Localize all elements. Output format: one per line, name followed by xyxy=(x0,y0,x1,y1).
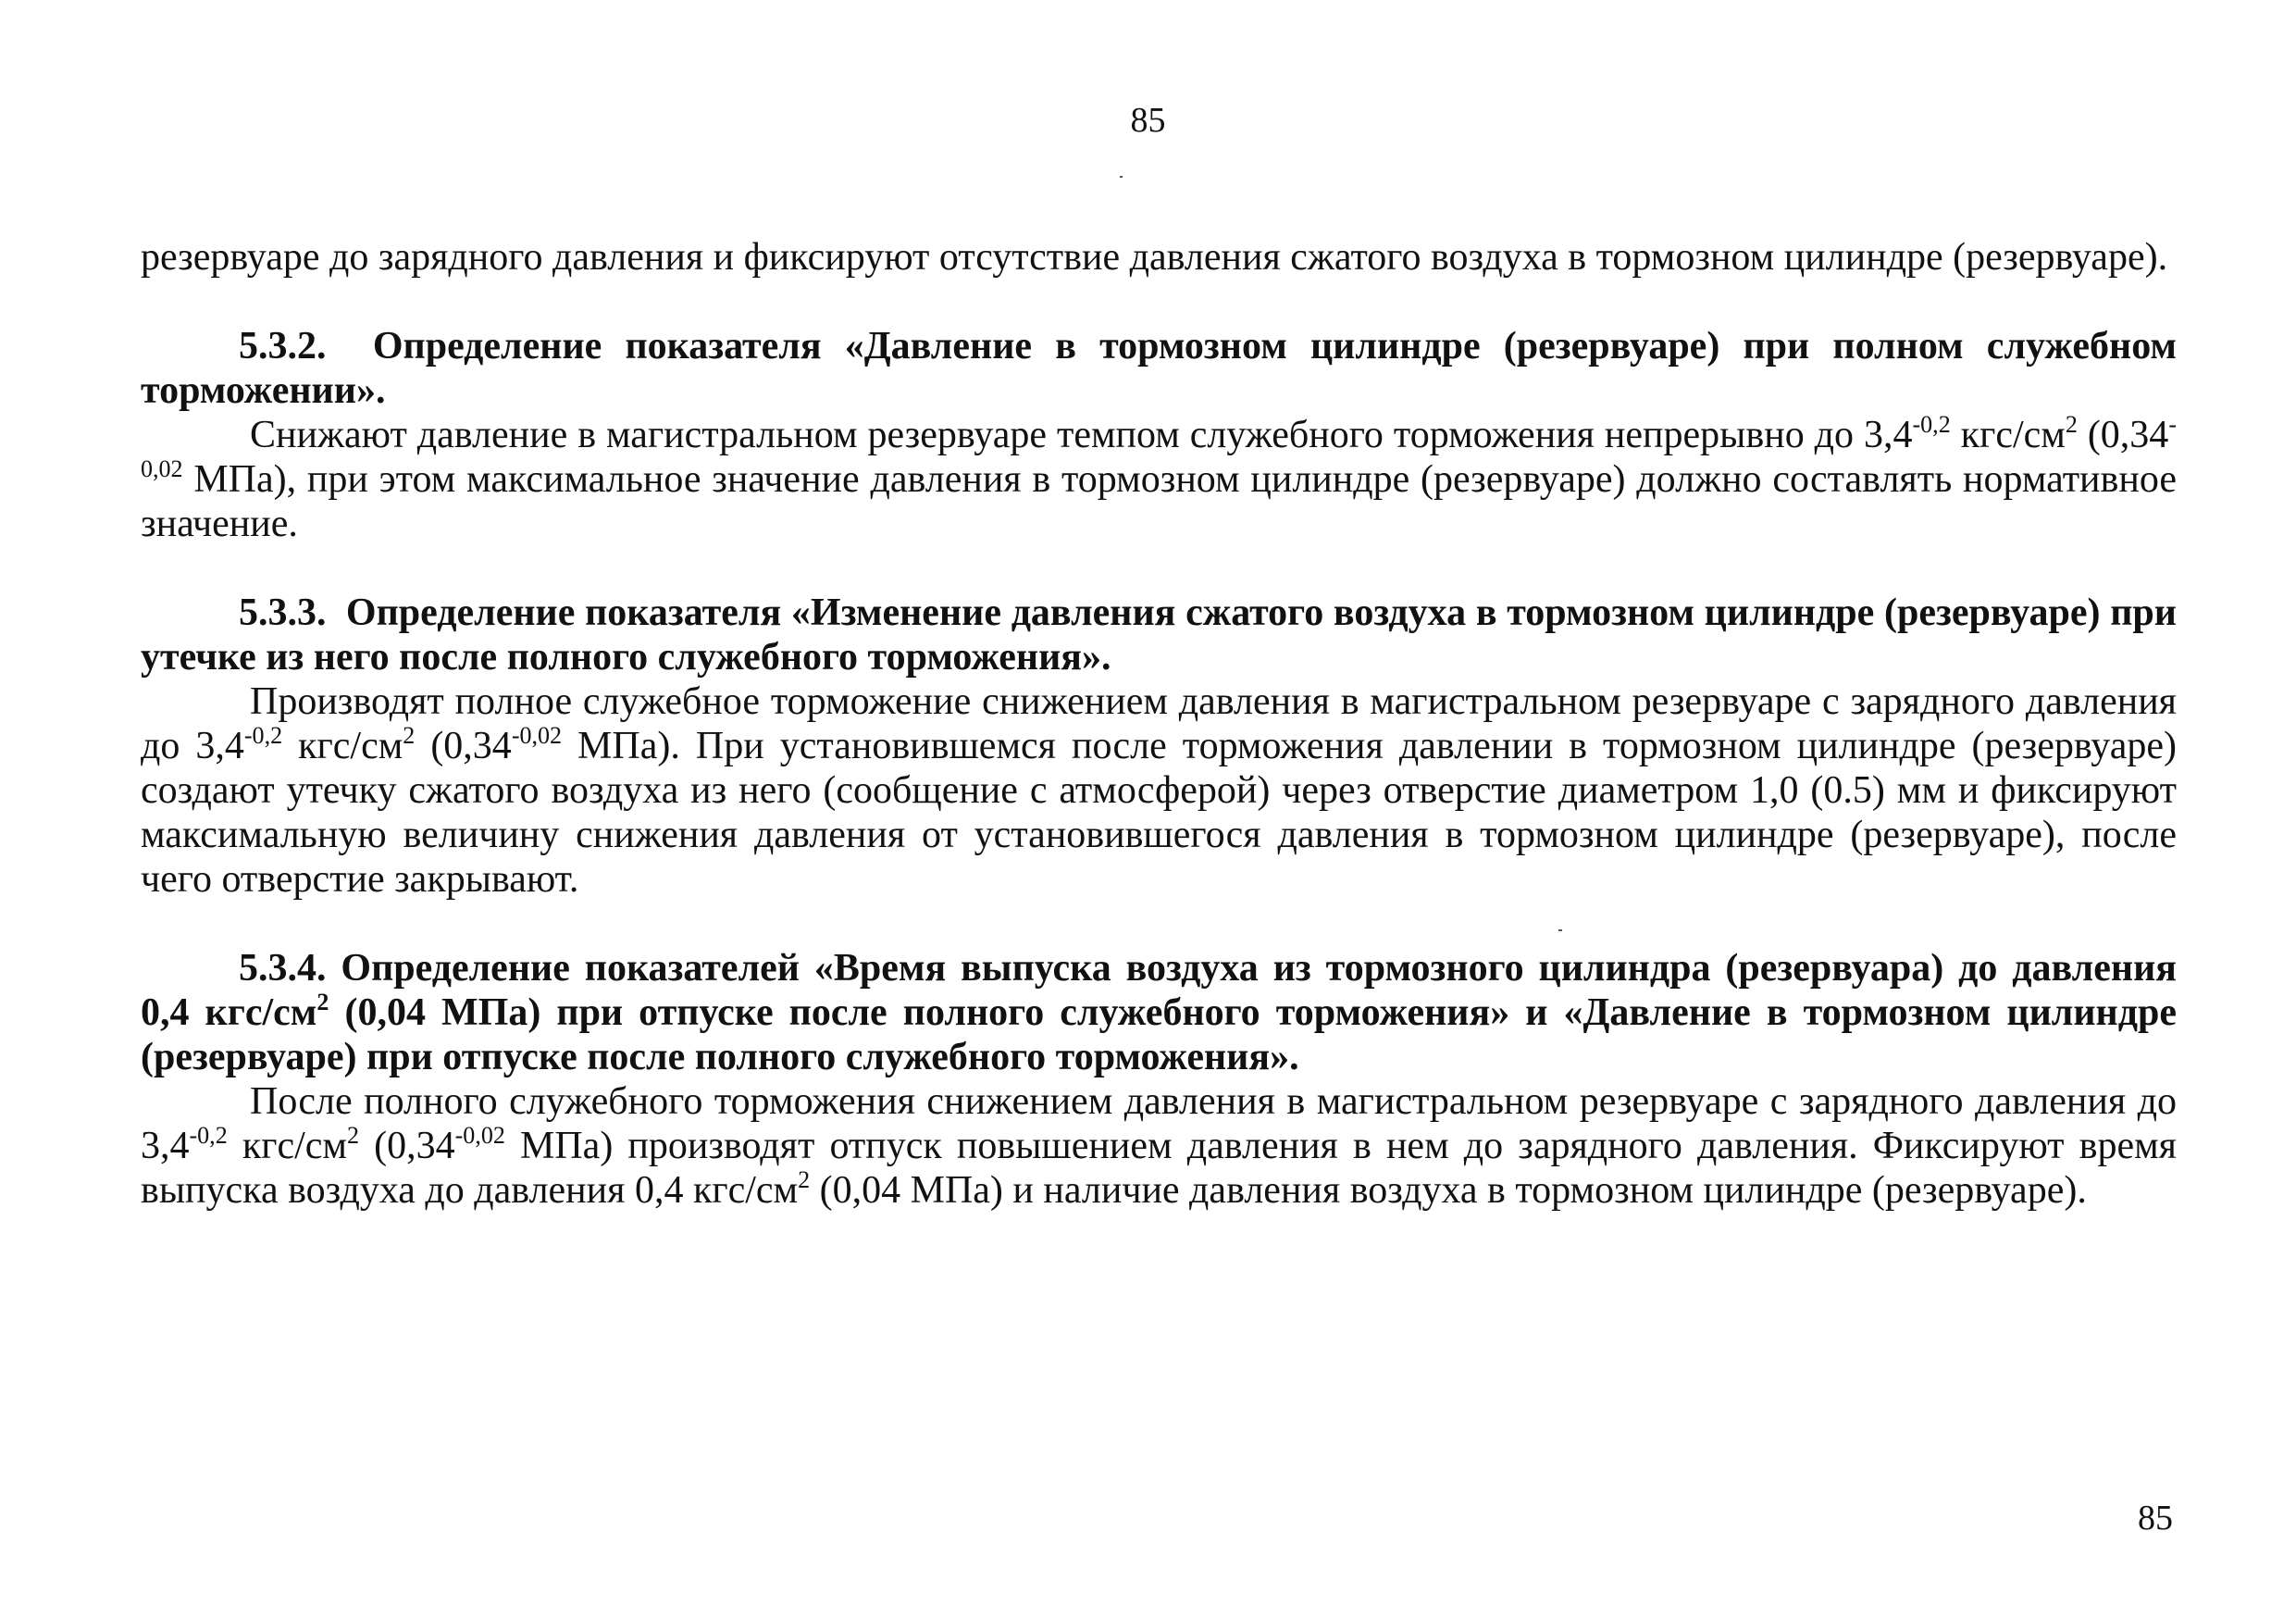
scan-speck xyxy=(1120,176,1123,178)
section-heading xyxy=(141,324,2177,413)
superscript: 2 xyxy=(316,988,329,1015)
section-title: (0,04 МПа) при отпуске после полного служебного торможения» и «Давление в тормозном цилиндре (резервуаре) при отпуске после полного служебного торможения». xyxy=(141,991,2177,1078)
scan-speck xyxy=(1558,929,1562,931)
superscript: -0,2 xyxy=(189,1121,228,1149)
section-body xyxy=(141,410,2177,546)
body-text: Снижают давление в магистральном резервуаре темпом служебного торможения непрерывно до 3,4 xyxy=(250,414,1913,456)
body-text: кгс/см xyxy=(1950,414,2066,456)
superscript: -0,02 xyxy=(454,1121,505,1149)
body-text: После полного служебного торможения снижением давления в магистральном резервуаре с зарядного давления до 3,4 xyxy=(141,1080,2177,1167)
superscript: -0,2 xyxy=(1912,410,1951,438)
section-heading xyxy=(141,946,2177,1079)
section-title: Определение показателя «Давление в тормозном цилиндре (резервуаре) при полном служебном торможении». xyxy=(141,325,2178,412)
body-text: МПа), при этом максимальное значение давления в тормозном цилиндре (резервуаре) должно составлять нормативное значение. xyxy=(141,458,2177,545)
body-text: кгс/см xyxy=(227,1125,348,1167)
section-title: Определение показателей «Время выпуска воздуха из тормозного цилиндра (резервуара) до давления 0,4 кгс/см xyxy=(141,947,2178,1034)
section-5-3-4 xyxy=(141,946,2177,1213)
section-5-3-3 xyxy=(141,591,2177,902)
section-title: Определение показателя «Изменение давления сжатого воздуха в тормозном цилиндре (резервуаре) при утечке из него после полного служебного торможения». xyxy=(141,592,2177,679)
body-text: МПа). При установившемся после торможения давлении в тормозном цилиндре (резервуаре) создают утечку сжатого воздуха из него (сообщение с атмосферой) через отверстие диаметром 1,0 (0.5) мм и фиксируют максимальную величину снижения давления от установившегося давления в тормозном цилиндре (резервуаре), после чего отверстие закрывают. xyxy=(141,725,2177,901)
carryover-paragraph: резервуаре до зарядного давления и фиксируют отсутствие давления сжатого воздуха в тормозном цилиндре (резервуаре). xyxy=(141,236,2168,279)
section-number: 5.3.3. xyxy=(239,592,327,634)
superscript: -0,02 xyxy=(141,410,2177,482)
body-text: (0,34 xyxy=(415,725,512,767)
body-text: (0,04 МПа) и наличие давления воздуха в тормозном цилиндре (резервуаре). xyxy=(810,1169,2087,1212)
section-heading xyxy=(141,591,2177,679)
page-number-bottom: 85 xyxy=(2138,1499,2173,1538)
section-number: 5.3.2. xyxy=(239,325,327,367)
superscript: -0,02 xyxy=(511,721,563,749)
body-text: (0,34 xyxy=(2077,414,2169,456)
body-text: Производят полное служебное торможение снижением давления в магистральном резервуаре с зарядного давления до 3,4 xyxy=(141,680,2177,767)
section-body xyxy=(141,1079,2177,1213)
document-body xyxy=(141,235,2177,1213)
body-text: кгс/см xyxy=(282,725,403,767)
superscript: 2 xyxy=(798,1165,811,1193)
body-text: (0,34 xyxy=(359,1125,455,1167)
superscript: 2 xyxy=(403,721,416,749)
superscript: -0,2 xyxy=(243,721,283,749)
section-body xyxy=(141,679,2177,902)
superscript: 2 xyxy=(347,1121,360,1149)
section-number: 5.3.4. xyxy=(239,947,327,990)
superscript: 2 xyxy=(2065,410,2078,438)
section-5-3-2 xyxy=(141,324,2177,546)
body-text: МПа) производят отпуск повышением давления в нем до зарядного давления. Фиксируют время выпуска воздуха до давления 0,4 кгс/см xyxy=(141,1125,2177,1212)
page-number-top: 85 xyxy=(1130,101,1166,140)
